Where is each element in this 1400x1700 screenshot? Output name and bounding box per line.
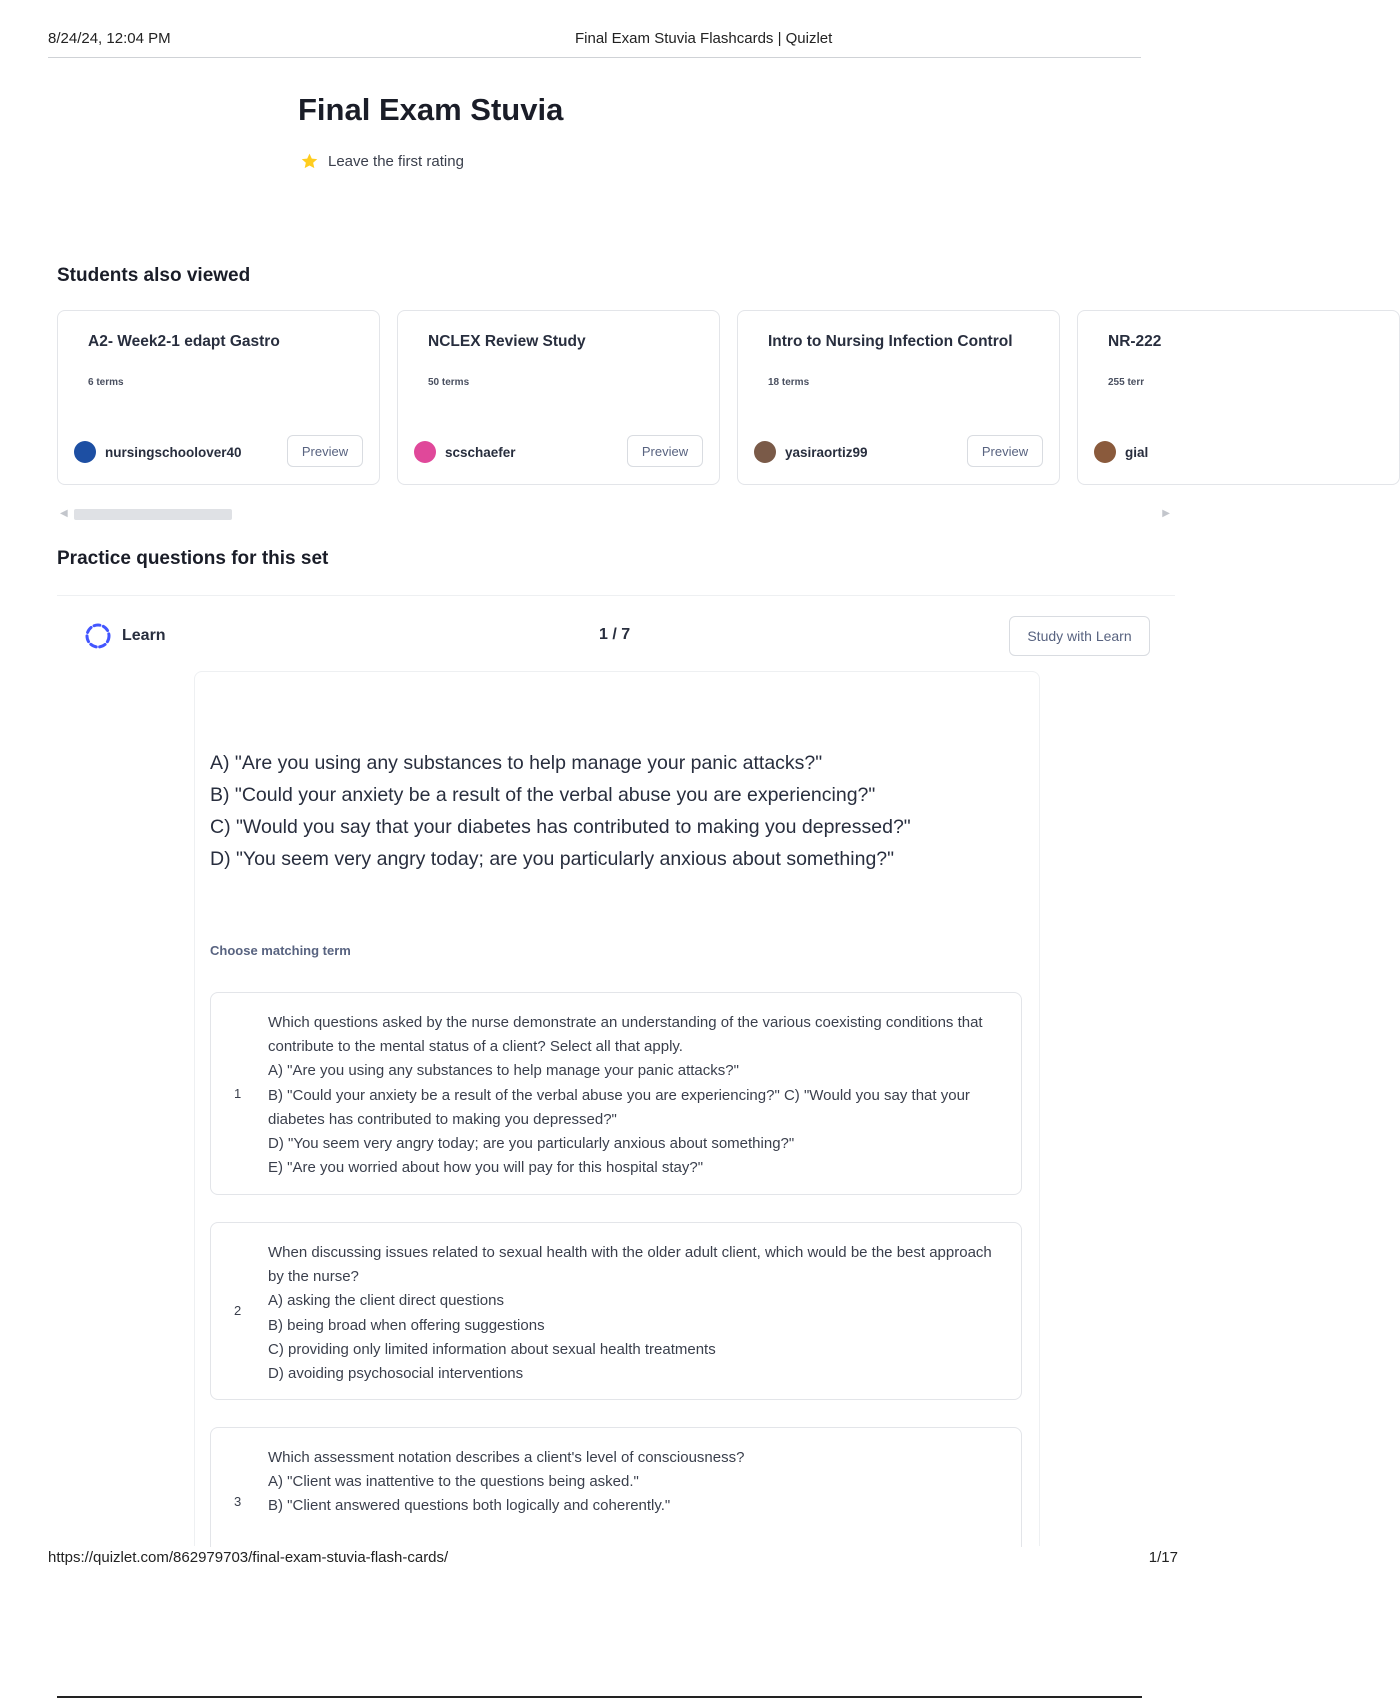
card-username: yasiraortiz99 bbox=[785, 444, 868, 460]
scroll-left-icon[interactable]: ◀ bbox=[60, 508, 68, 519]
students-also-viewed-heading: Students also viewed bbox=[57, 265, 251, 286]
card-term-count: 255 terr bbox=[1108, 377, 1145, 388]
card-author[interactable] bbox=[1094, 441, 1148, 463]
prompt-line: B) "Could your anxiety be a result of the verbal abuse you are experiencing?" bbox=[210, 784, 876, 806]
learn-icon bbox=[84, 622, 112, 650]
practice-panel bbox=[57, 595, 1175, 1545]
study-with-learn-button[interactable]: Study with Learn bbox=[1009, 616, 1150, 656]
print-url: https://quizlet.com/862979703/final-exam-stuvia-flash-cards/ bbox=[48, 1549, 449, 1566]
learn-label: Learn bbox=[122, 627, 166, 644]
print-document-title: Final Exam Stuvia Flashcards | Quizlet bbox=[575, 30, 833, 47]
card-title: NCLEX Review Study bbox=[428, 333, 586, 350]
print-header bbox=[48, 30, 1141, 58]
preview-button[interactable]: Preview bbox=[287, 435, 363, 467]
answer-option[interactable] bbox=[210, 1222, 1022, 1400]
question-progress: 1 / 7 bbox=[599, 626, 631, 643]
practice-questions-heading: Practice questions for this set bbox=[57, 548, 329, 569]
card-term-count: 18 terms bbox=[768, 377, 810, 388]
page-divider bbox=[57, 1696, 1142, 1698]
rating-text: Leave the first rating bbox=[328, 153, 464, 170]
prompt-line: C) "Would you say that your diabetes has contributed to making you depressed?" bbox=[210, 816, 911, 838]
scroll-right-icon[interactable]: ▶ bbox=[1162, 508, 1170, 519]
preview-button[interactable]: Preview bbox=[967, 435, 1043, 467]
avatar bbox=[74, 441, 96, 463]
avatar bbox=[414, 441, 436, 463]
avatar bbox=[1094, 441, 1116, 463]
card-title: A2- Week2-1 edapt Gastro bbox=[88, 333, 280, 350]
card-author[interactable] bbox=[74, 441, 242, 463]
related-set-card[interactable] bbox=[737, 310, 1060, 485]
card-term-count: 6 terms bbox=[88, 377, 124, 388]
option-text: Which assessment notation describes a client's level of consciousness? A) "Client was inattentive to the questions being asked." B) "Client answered questions both logically and coherently." bbox=[268, 1449, 745, 1515]
related-set-card[interactable] bbox=[1077, 310, 1400, 485]
choose-matching-term-label: Choose matching term bbox=[210, 943, 351, 958]
related-set-card[interactable] bbox=[397, 310, 720, 485]
option-text: Which questions asked by the nurse demonstrate an understanding of the various coexisting conditions that contribute to the mental status of a client? Select all that apply. A) "Are you using any substances to help manage your panic attacks?" B) "Could your anxiety be a result of the verbal abuse you are experiencing?" C) "Would you say that your diabetes has contributed to making you depressed?" D) "You seem very angry today; are you particularly anxious about something?" E) "Are you worried about how you will pay for this hospital stay?" bbox=[268, 1014, 983, 1177]
card-username: gial bbox=[1125, 444, 1149, 460]
carousel-scrollbar[interactable] bbox=[60, 508, 1170, 522]
option-text: When discussing issues related to sexual health with the older adult client, which would be the best approach by the nurse? A) asking the client direct questions B) being broad when offering suggestions C) providing only limited information about sexual health treatments D) avoiding psychosocial interventions bbox=[268, 1244, 992, 1383]
preview-button[interactable]: Preview bbox=[627, 435, 703, 467]
option-number: 2 bbox=[234, 1303, 242, 1318]
option-number: 3 bbox=[234, 1494, 242, 1509]
option-number: 1 bbox=[234, 1086, 242, 1101]
scrollbar-thumb[interactable] bbox=[74, 509, 232, 520]
card-title: Intro to Nursing Infection Control bbox=[768, 333, 1013, 350]
learn-mode-label bbox=[84, 622, 166, 650]
star-icon bbox=[300, 152, 319, 171]
set-title: Final Exam Stuvia bbox=[298, 92, 564, 127]
card-author[interactable] bbox=[754, 441, 868, 463]
prompt-line: D) "You seem very angry today; are you particularly anxious about something?" bbox=[210, 848, 895, 870]
avatar bbox=[754, 441, 776, 463]
question-prompt bbox=[210, 747, 1020, 875]
related-sets-carousel bbox=[57, 310, 1162, 486]
question-card bbox=[194, 671, 1040, 1546]
card-term-count: 50 terms bbox=[428, 377, 470, 388]
card-username: scschaefer bbox=[445, 444, 516, 460]
answer-option[interactable] bbox=[210, 1427, 1022, 1547]
print-page-number: 1/17 bbox=[1148, 1549, 1178, 1566]
prompt-line: A) "Are you using any substances to help manage your panic attacks?" bbox=[210, 752, 823, 774]
related-set-card[interactable] bbox=[57, 310, 380, 485]
answer-option[interactable] bbox=[210, 992, 1022, 1195]
print-footer bbox=[48, 1549, 1178, 1566]
card-author[interactable] bbox=[414, 441, 516, 463]
card-username: nursingschoolover40 bbox=[105, 444, 242, 460]
print-timestamp: 8/24/24, 12:04 PM bbox=[48, 30, 171, 47]
card-title: NR-222 bbox=[1108, 333, 1162, 350]
rating-prompt[interactable] bbox=[300, 152, 464, 171]
